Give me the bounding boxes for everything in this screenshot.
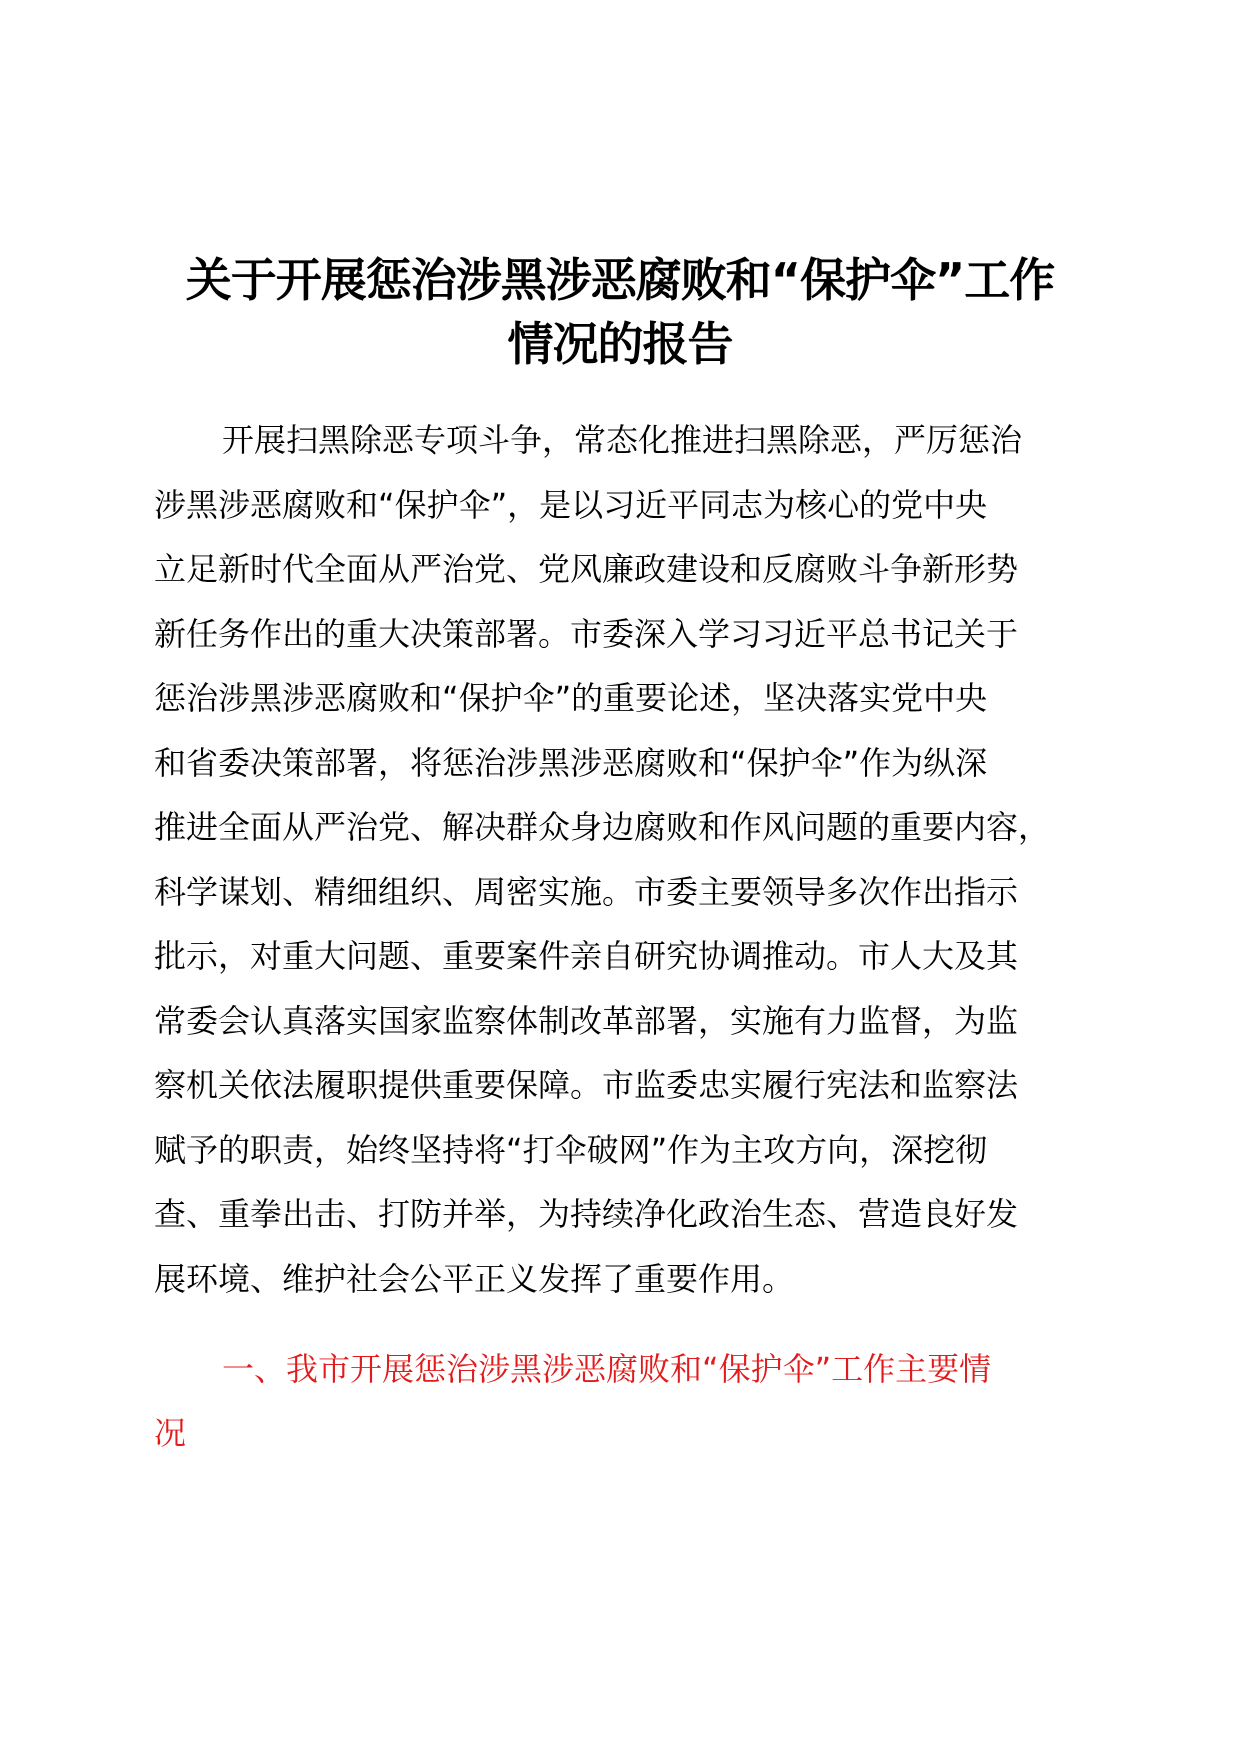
paragraph-line: 赋予的职责，始终坚持将“打伞破网”作为主攻方向，深挖彻 bbox=[154, 1130, 988, 1169]
paragraph-line: 新任务作出的重大决策部署。市委深入学习习近平总书记关于 bbox=[154, 614, 1019, 653]
paragraph-line: 开展扫黑除恶专项斗争，常态化推进扫黑除恶，严厉惩治 bbox=[222, 421, 1023, 459]
section-heading-line-1: 一、我市开展惩治涉黑涉恶腐败和“保护伞”工作主要情 bbox=[222, 1350, 992, 1388]
paragraph-line: 惩治涉黑涉恶腐败和“保护伞”的重要论述，坚决落实党中央 bbox=[154, 679, 988, 717]
paragraph-line: 推进全面从严治党、解决群众身边腐败和作风问题的重要内容， bbox=[154, 808, 1051, 846]
document-title bbox=[150, 248, 1090, 376]
paragraph-line: 展环境、维护社会公平正义发挥了重要作用。 bbox=[154, 1259, 795, 1298]
title-line-1: 关于开展惩治涉黑涉恶腐败和“保护伞”工作 bbox=[185, 253, 1055, 307]
paragraph-line: 科学谋划、精细组织、周密实施。市委主要领导多次作出指示 bbox=[154, 872, 1019, 911]
paragraph-line: 和省委决策部署，将惩治涉黑涉恶腐败和“保护伞”作为纵深 bbox=[154, 743, 988, 782]
section-heading-line-2: 况 bbox=[154, 1414, 187, 1452]
title-line-2: 情况的报告 bbox=[507, 317, 733, 371]
paragraph-line: 涉黑涉恶腐败和“保护伞”，是以习近平同志为核心的党中央 bbox=[154, 485, 988, 524]
paragraph-line: 立足新时代全面从严治党、党风廉政建设和反腐败斗争新形势 bbox=[154, 550, 1019, 588]
paragraph-line: 批示，对重大问题、重要案件亲自研究协调推动。市人大及其 bbox=[154, 937, 1019, 975]
section-heading bbox=[154, 1337, 1114, 1465]
paragraph-line: 察机关依法履职提供重要保障。市监委忠实履行宪法和监察法 bbox=[154, 1066, 1019, 1104]
intro-paragraph bbox=[154, 408, 1114, 1311]
paragraph-line: 常委会认真落实国家监察体制改革部署，实施有力监督，为监 bbox=[154, 1001, 1019, 1040]
paragraph-line: 查、重拳出击、打防并举，为持续净化政治生态、营造良好发 bbox=[154, 1195, 1019, 1233]
